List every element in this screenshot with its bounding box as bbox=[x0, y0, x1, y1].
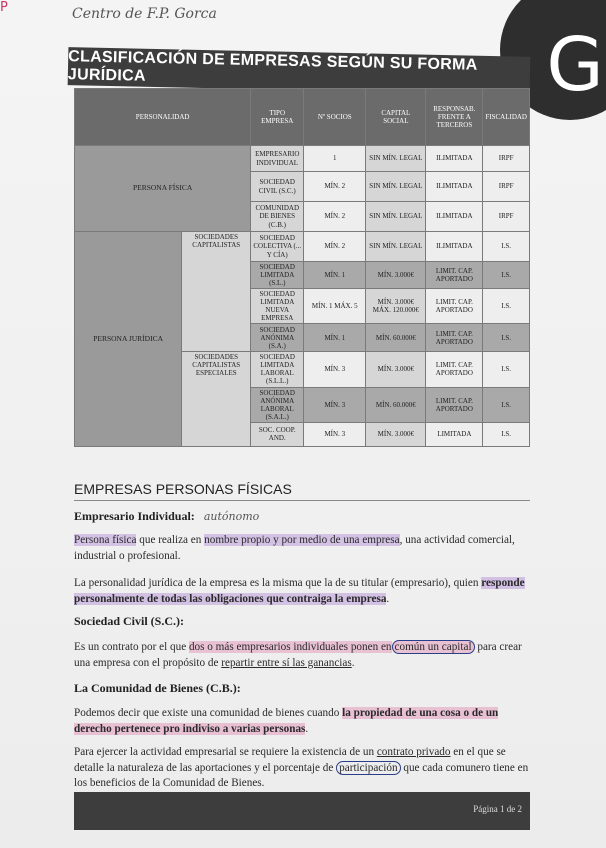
cell-fiscal: I.S. bbox=[483, 387, 530, 422]
highlight: responde personalmente de todas las obligaciones que contraiga la empresa bbox=[74, 577, 525, 605]
col-header: PERSONALIDAD bbox=[75, 89, 251, 146]
cell-socios: MÍN. 1 bbox=[304, 262, 366, 289]
group-cell: SOCIEDADES CAPITALISTAS ESPECIALES bbox=[182, 352, 251, 446]
cell-capital: MÍN. 3.000€ bbox=[366, 422, 426, 446]
cell-resp: LIMIT. CAP. APORTADO bbox=[426, 387, 483, 422]
text: , una actividad comercial, industrial o profesional. bbox=[74, 534, 515, 562]
cell-socios: MÍN. 3 bbox=[304, 352, 366, 387]
page-title: CLASIFICACIÓN DE EMPRESAS SEGÚN SU FORMA JURÍDICA bbox=[67, 48, 478, 85]
text: . bbox=[305, 722, 309, 735]
handwritten-title: Centro de F.P. Gorca bbox=[72, 6, 217, 22]
footer-bar bbox=[74, 792, 530, 830]
cell-capital: SIN MÍN. LEGAL bbox=[366, 232, 426, 262]
personality-cell: PERSONA FÍSICA bbox=[75, 146, 251, 232]
cell-capital: SIN MÍN. LEGAL bbox=[366, 146, 426, 172]
subheading-cb: La Comunidad de Bienes (C.B.): bbox=[74, 681, 241, 695]
cell-tipo: SOCIEDAD ANÓNIMA LABORAL (S.A.L.) bbox=[251, 387, 304, 422]
page-number: Página 1 de 2 bbox=[473, 804, 522, 814]
personality-cell: PERSONA JURÍDICA bbox=[75, 232, 182, 447]
cell-tipo: SOCIEDAD CIVIL (S.C.) bbox=[251, 172, 304, 202]
cell-fiscal: IRPF bbox=[483, 202, 530, 232]
text: . bbox=[386, 592, 390, 605]
cell-resp: LIMIT. CAP. APORTADO bbox=[426, 262, 483, 289]
text: en el que se detalle la naturaleza de las aportaciones y el porcentaje de bbox=[74, 746, 506, 774]
col-header: TIPO EMPRESA bbox=[251, 89, 304, 146]
text: para crear una empresa con el propósito de bbox=[74, 641, 522, 669]
cell-fiscal: I.S. bbox=[483, 324, 530, 352]
text: Para ejercer la actividad empresarial se requiere la existencia de un bbox=[74, 746, 377, 758]
cell-socios: MÍN. 2 bbox=[304, 232, 366, 262]
text: Podemos decir que existe una comunidad de bienes cuando bbox=[74, 707, 343, 719]
cell-resp: ILIMITADA bbox=[426, 172, 483, 202]
text: que cada comunero tiene en los beneficios de la Comunidad de Bienes. bbox=[74, 761, 529, 789]
cell-capital: SIN MÍN. LEGAL bbox=[366, 202, 426, 232]
corner-mark: P bbox=[0, 0, 8, 15]
col-header: CAPITAL SOCIAL bbox=[366, 89, 426, 146]
cell-resp: LIMIT. CAP. APORTADO bbox=[426, 324, 483, 352]
cell-capital: SIN MÍN. LEGAL bbox=[366, 172, 426, 202]
group-cell: SOCIEDADES CAPITALISTAS bbox=[182, 232, 251, 352]
cell-fiscal: I.S. bbox=[483, 262, 530, 289]
classification-table bbox=[74, 88, 530, 447]
text: Es un contrato por el que bbox=[74, 641, 189, 653]
col-header: Nº SOCIOS bbox=[304, 89, 366, 146]
circled-text: común un capital bbox=[392, 640, 475, 654]
cell-capital: MÍN. 3.000€ bbox=[366, 262, 426, 289]
text: que realiza en bbox=[136, 534, 205, 546]
cell-tipo: SOCIEDAD LIMITADA LABORAL (S.L.L.) bbox=[251, 352, 304, 387]
cell-tipo: EMPRESARIO INDIVIDUAL bbox=[251, 146, 304, 172]
underlined-text: contrato privado bbox=[376, 746, 451, 758]
paragraph-personalidad bbox=[74, 576, 530, 607]
cell-tipo: COMUNIDAD DE BIENES (C.B.) bbox=[251, 202, 304, 232]
classification-table-wrap bbox=[74, 88, 530, 447]
cell-socios: MÍN. 3 bbox=[304, 387, 366, 422]
cell-capital: MÍN. 60.000€ bbox=[366, 324, 426, 352]
underlined-text: repartir entre sí las ganancias bbox=[221, 656, 352, 669]
text: La personalidad jurídica de la empresa es la misma que la de su titular (empresario), quien bbox=[74, 577, 482, 589]
circled-text: participación bbox=[336, 761, 400, 775]
cell-resp: LIMIT. CAP. APORTADO bbox=[426, 289, 483, 324]
cell-fiscal: IRPF bbox=[483, 146, 530, 172]
cell-resp: ILIMITADA bbox=[426, 202, 483, 232]
cell-tipo: SOCIEDAD COLECTIVA (... Y CÍA) bbox=[251, 232, 304, 262]
cell-resp: ILIMITADA bbox=[426, 232, 483, 262]
highlight: nombre propio y por medio de una empresa bbox=[204, 534, 400, 546]
cell-socios: MÍN. 2 bbox=[304, 172, 366, 202]
cell-tipo: SOCIEDAD ANÓNIMA (S.A.) bbox=[251, 324, 304, 352]
cell-fiscal: I.S. bbox=[483, 232, 530, 262]
highlight: dos o más empresarios individuales ponen en bbox=[188, 641, 392, 653]
cell-socios: MÍN. 1 MÁX. 5 bbox=[304, 289, 366, 324]
logo-letter: G bbox=[546, 22, 604, 108]
cell-resp: ILIMITADA bbox=[426, 146, 483, 172]
cell-fiscal: IRPF bbox=[483, 172, 530, 202]
cell-tipo: SOC. COOP. AND. bbox=[251, 422, 304, 446]
cell-resp: LIMITADA bbox=[426, 422, 483, 446]
text: . bbox=[351, 656, 355, 669]
highlight: la propiedad de una cosa o de un derecho pertenece pro indiviso a varias personas bbox=[74, 707, 499, 735]
cell-fiscal: I.S. bbox=[483, 422, 530, 446]
cell-fiscal: I.S. bbox=[483, 352, 530, 387]
subheading-empresario bbox=[74, 509, 259, 524]
cell-socios: MÍN. 3 bbox=[304, 422, 366, 446]
paragraph-contrato bbox=[74, 745, 530, 792]
cell-socios: MÍN. 2 bbox=[304, 202, 366, 232]
cell-fiscal: I.S. bbox=[483, 289, 530, 324]
section-title: EMPRESAS PERSONAS FÍSICAS bbox=[74, 481, 530, 501]
highlight: Persona física bbox=[74, 534, 137, 546]
paragraph-cb bbox=[74, 706, 530, 737]
cell-tipo: SOCIEDAD LIMITADA NUEVA EMPRESA bbox=[251, 289, 304, 324]
cell-tipo: SOCIEDAD LIMITADA (S.L.) bbox=[251, 262, 304, 289]
subheading-text: Empresario Individual: bbox=[74, 509, 195, 523]
handwritten-note: autónomo bbox=[203, 510, 260, 523]
cell-capital: MÍN. 60.000€ bbox=[366, 387, 426, 422]
table-row bbox=[75, 146, 530, 172]
subheading-sc: Sociedad Civil (S.C.): bbox=[74, 614, 185, 628]
col-header: FISCALIDAD bbox=[483, 89, 530, 146]
cell-socios: MÍN. 1 bbox=[304, 324, 366, 352]
table-row bbox=[75, 232, 530, 262]
table-header-row bbox=[75, 89, 530, 146]
cell-capital: MÍN. 3.000€ bbox=[366, 352, 426, 387]
cell-capital: MÍN. 3.000€ MÁX. 120.000€ bbox=[366, 289, 426, 324]
cell-resp: LIMIT. CAP. APORTADO bbox=[426, 352, 483, 387]
col-header: RESPONSAB. FRENTE A TERCEROS bbox=[426, 89, 483, 146]
paragraph-sc bbox=[74, 640, 530, 671]
cell-socios: 1 bbox=[304, 146, 366, 172]
paragraph-empresario bbox=[74, 533, 530, 564]
